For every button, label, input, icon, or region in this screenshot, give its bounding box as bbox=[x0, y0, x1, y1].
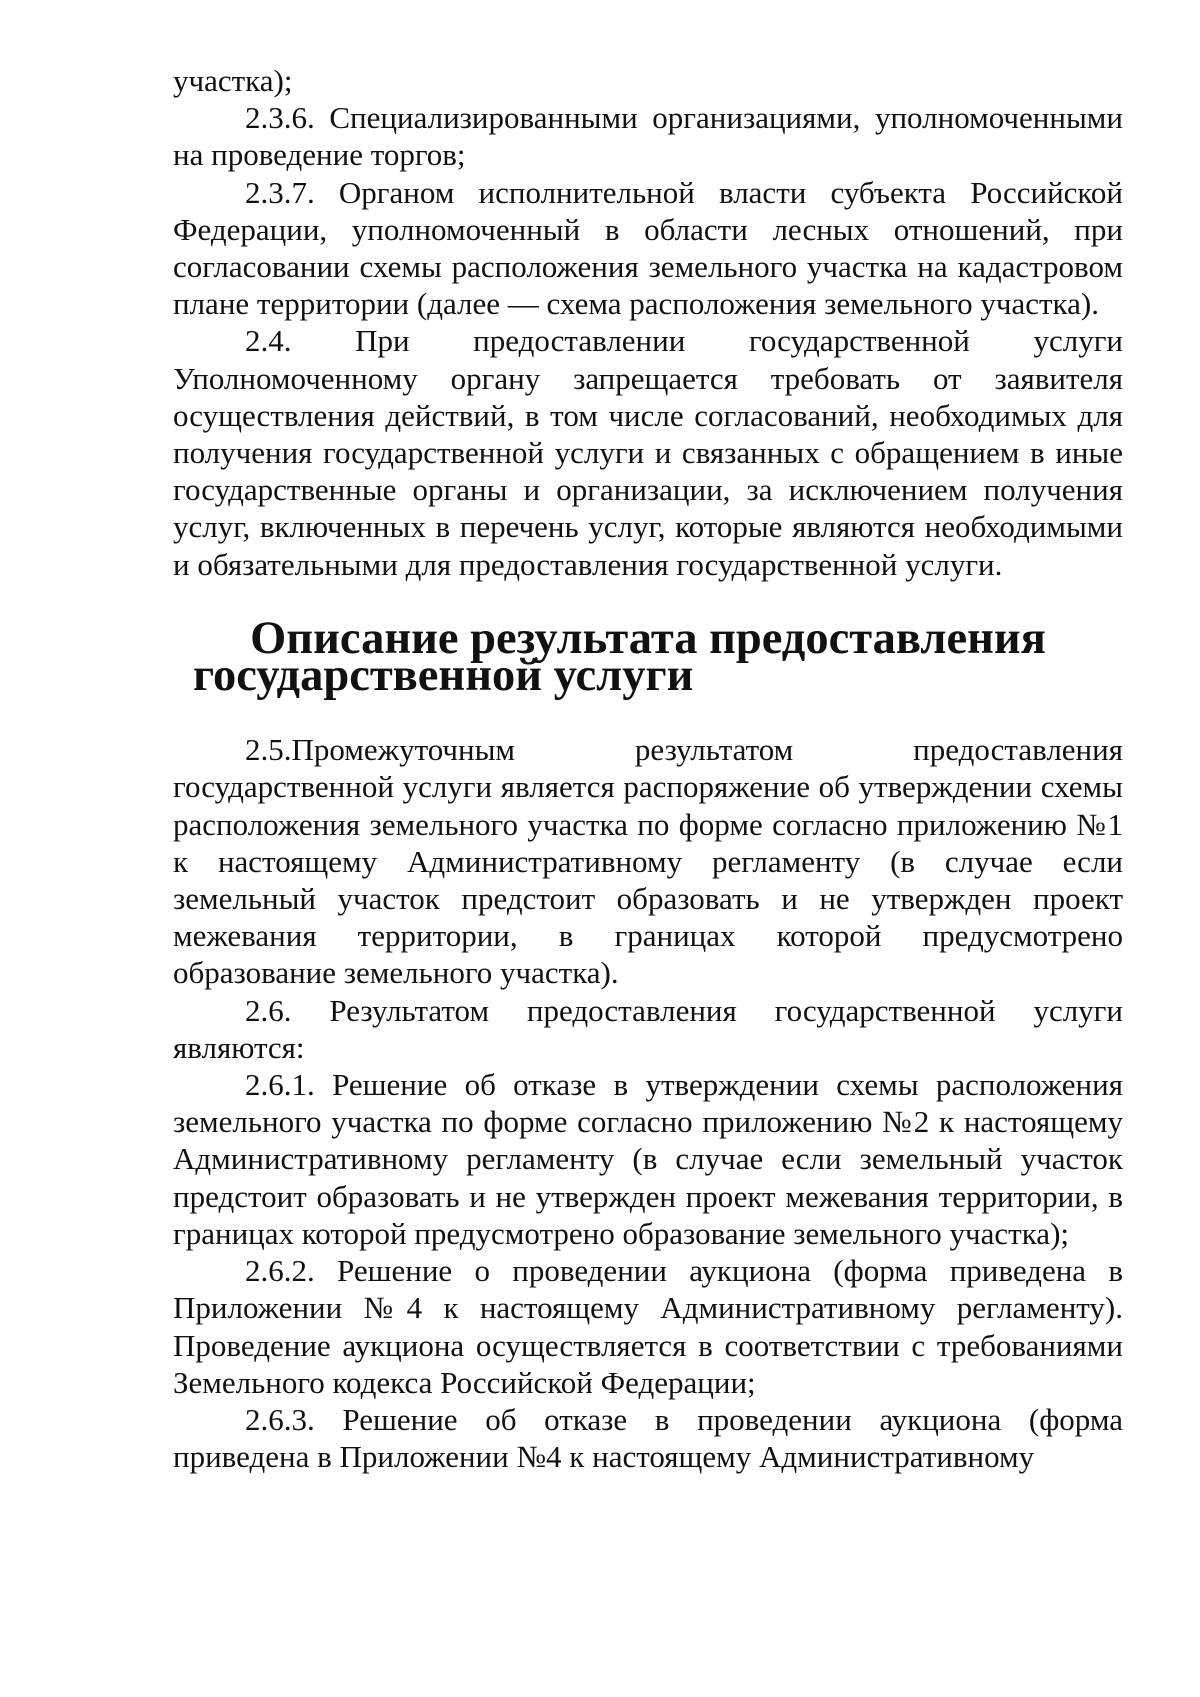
section-heading: Описание результата предоставления государственной услуги bbox=[193, 612, 1046, 702]
paragraph-2-4: 2.4. При предоставлении государственной услуги Уполномоченному органу запрещается требовать от заявителя осуществления действий, в том числе согласований, необходимых для получения государственной услуги и связанных с обращением в иные государственные органы и организации, за исключением получения услуг, включенных в перечень услуг, которые являются необходимыми и обязательными для предоставления государственной услуги. bbox=[173, 323, 1123, 582]
paragraph-2-6-3: 2.6.3. Решение об отказе в проведении аукциона (форма приведена в Приложении №4 к настоящему Административному bbox=[173, 1401, 1123, 1475]
paragraph-2-6: 2.6. Результатом предоставления государственной услуги являются: bbox=[173, 992, 1123, 1065]
paragraph-2-6-1: 2.6.1. Решение об отказе в утверждении схемы расположения земельного участка по форме согласно приложению №2 к настоящему Административному регламенту (в случае если земельный участок предстоит образовать и не утвержден проект межевания территории, в границах которой предусмотрено образование земельного участка); bbox=[173, 1067, 1123, 1251]
paragraph-continuation: участка); bbox=[173, 63, 293, 98]
paragraph-2-3-6: 2.3.6. Специализированными организациями, уполномоченными на проведение торгов; bbox=[173, 100, 1123, 173]
paragraph-2-5: 2.5.Промежуточным результатом предоставления государственной услуги является распоряжение об утверждении схемы расположения земельного участка по форме согласно приложению №1 к настоящему Административному регламенту (в случае если земельный участок предстоит образовать и не утвержден проект межевания территории, в границах которой предусмотрено образование земельного участка). bbox=[173, 732, 1123, 991]
document-page bbox=[173, 62, 1123, 1475]
paragraph-2-6-2: 2.6.2. Решение о проведении аукциона (форма приведена в Приложении №4 к настоящему Административному регламенту). Проведение аукциона осуществляется в соответствии с требованиями Земельного кодекса Российской Федерации; bbox=[173, 1253, 1123, 1400]
paragraph-2-3-7: 2.3.7. Органом исполнительной власти субъекта Российской Федерации, уполномоченный в области лесных отношений, при согласовании схемы расположения земельного участка на кадастровом плане территории (далее — схема расположения земельного участка). bbox=[173, 174, 1123, 322]
